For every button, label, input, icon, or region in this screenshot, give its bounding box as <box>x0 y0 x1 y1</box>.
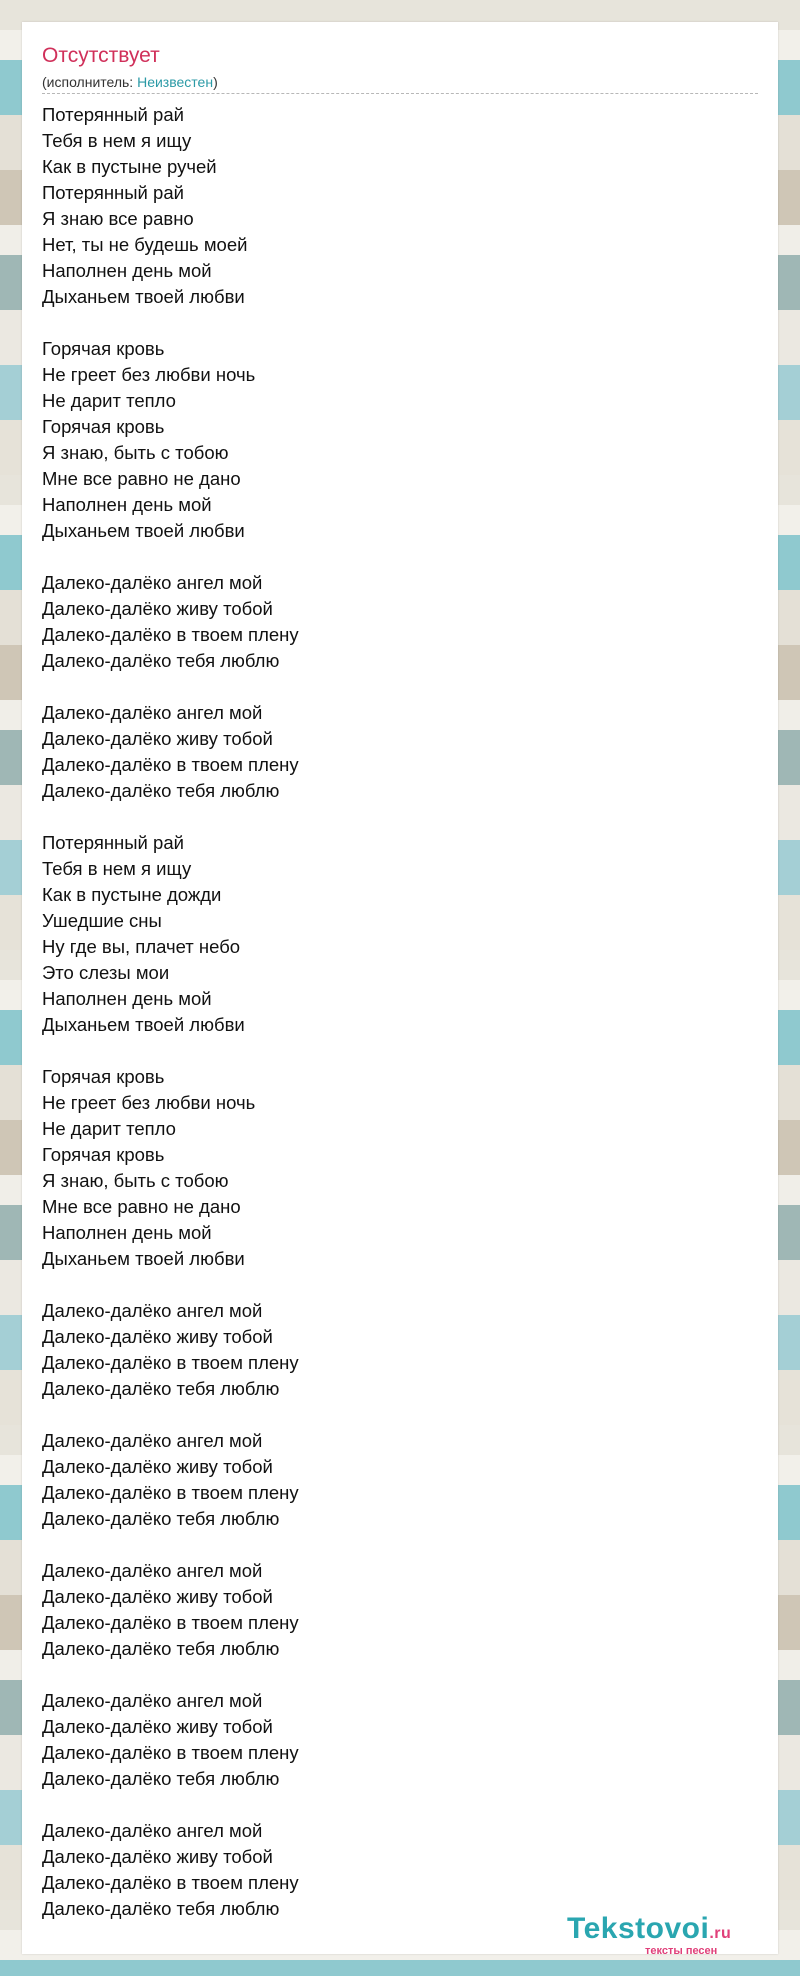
lyric-line: Я знаю, быть с тобою <box>42 442 229 463</box>
lyric-line: Далеко-далёко живу тобой <box>42 728 273 749</box>
logo-wordmark <box>567 1912 731 1946</box>
lyric-line: Не греет без любви ночь <box>42 364 256 385</box>
lyric-line: Тебя в нем я ищу <box>42 858 192 879</box>
lyric-line: Наполнен день мой <box>42 260 212 281</box>
lyric-line: Далеко-далёко в твоем плену <box>42 1872 299 1893</box>
logo-domain-suffix: .ru <box>709 1925 732 1942</box>
lyrics-card <box>22 22 778 1957</box>
lyric-line: Наполнен день мой <box>42 1222 212 1243</box>
lyric-line: Далеко-далёко ангел мой <box>42 702 263 723</box>
lyric-line: Далеко-далёко живу тобой <box>42 1716 273 1737</box>
lyric-line: Далеко-далёко тебя люблю <box>42 1508 280 1529</box>
artist-suffix: ) <box>213 74 218 90</box>
lyric-line: Далеко-далёко ангел мой <box>42 1560 263 1581</box>
site-logo[interactable] <box>567 1912 767 1957</box>
lyric-line: Дыханьем твоей любви <box>42 1014 245 1035</box>
lyric-line: Как в пустыне ручей <box>42 156 217 177</box>
lyric-line: Наполнен день мой <box>42 494 212 515</box>
stanza-gap <box>42 1272 299 1298</box>
lyric-line: Далеко-далёко ангел мой <box>42 1820 263 1841</box>
lyric-line: Далеко-далёко тебя люблю <box>42 1768 280 1789</box>
lyrics-text <box>42 102 299 1922</box>
lyric-line: Дыханьем твоей любви <box>42 1248 245 1269</box>
logo-tagline: тексты песен <box>645 1945 718 1957</box>
artist-link[interactable]: Неизвестен <box>137 74 214 90</box>
lyric-line: Потерянный рай <box>42 182 184 203</box>
lyric-line: Далеко-далёко в твоем плену <box>42 1612 299 1633</box>
lyric-line: Горячая кровь <box>42 416 165 437</box>
lyric-line: Мне все равно не дано <box>42 468 241 489</box>
artist-prefix: (исполнитель: <box>42 74 138 90</box>
lyric-line: Потерянный рай <box>42 832 184 853</box>
artist-line <box>42 74 218 90</box>
stanza-gap <box>42 1532 299 1558</box>
lyric-line: Тебя в нем я ищу <box>42 130 192 151</box>
lyric-line: Далеко-далёко тебя люблю <box>42 650 280 671</box>
lyric-line: Потерянный рай <box>42 104 184 125</box>
lyric-line: Далеко-далёко в твоем плену <box>42 754 299 775</box>
lyric-line: Далеко-далёко живу тобой <box>42 1326 273 1347</box>
lyric-line: Наполнен день мой <box>42 988 212 1009</box>
lyric-line: Ну где вы, плачет небо <box>42 936 241 957</box>
lyric-line: Не дарит тепло <box>42 1118 176 1139</box>
lyric-line: Далеко-далёко в твоем плену <box>42 1742 299 1763</box>
title-divider <box>42 93 758 94</box>
lyric-line: Нет, ты не будешь моей <box>42 234 248 255</box>
lyric-line: Далеко-далёко живу тобой <box>42 1586 273 1607</box>
lyric-line: Далеко-далёко тебя люблю <box>42 780 280 801</box>
stanza-gap <box>42 310 299 336</box>
lyric-line: Далеко-далёко ангел мой <box>42 1690 263 1711</box>
stanza-gap <box>42 804 299 830</box>
song-title: Отсутствует <box>42 44 160 67</box>
lyric-line: Я знаю все равно <box>42 208 194 229</box>
lyric-line: Далеко-далёко тебя люблю <box>42 1898 280 1919</box>
lyric-line: Далеко-далёко тебя люблю <box>42 1638 280 1659</box>
lyric-line: Это слезы мои <box>42 962 170 983</box>
lyric-line: Далеко-далёко ангел мой <box>42 1430 263 1451</box>
lyric-line: Горячая кровь <box>42 338 165 359</box>
lyric-line: Далеко-далёко живу тобой <box>42 1846 273 1867</box>
lyric-line: Горячая кровь <box>42 1066 165 1087</box>
stanza-gap <box>42 544 299 570</box>
lyric-line: Я знаю, быть с тобою <box>42 1170 229 1191</box>
lyric-line: Далеко-далёко живу тобой <box>42 1456 273 1477</box>
lyric-line: Далеко-далёко в твоем плену <box>42 1482 299 1503</box>
lyric-line: Как в пустыне дожди <box>42 884 222 905</box>
lyric-line: Не греет без любви ночь <box>42 1092 256 1113</box>
lyric-line: Дыханьем твоей любви <box>42 520 245 541</box>
lyric-line: Далеко-далёко в твоем плену <box>42 1352 299 1373</box>
lyric-line: Далеко-далёко в твоем плену <box>42 624 299 645</box>
lyric-line: Далеко-далёко живу тобой <box>42 598 273 619</box>
lyric-line: Горячая кровь <box>42 1144 165 1165</box>
stanza-gap <box>42 1402 299 1428</box>
stanza-gap <box>42 1662 299 1688</box>
lyric-line: Далеко-далёко ангел мой <box>42 572 263 593</box>
logo-main-text: Tekstovoi <box>567 1912 710 1945</box>
lyric-line: Далеко-далёко ангел мой <box>42 1300 263 1321</box>
stanza-gap <box>42 1792 299 1818</box>
lyric-line: Мне все равно не дано <box>42 1196 241 1217</box>
stanza-gap <box>42 674 299 700</box>
lyric-line: Далеко-далёко тебя люблю <box>42 1378 280 1399</box>
lyric-line: Ушедшие сны <box>42 910 162 931</box>
lyric-line: Дыханьем твоей любви <box>42 286 245 307</box>
lyric-line: Не дарит тепло <box>42 390 176 411</box>
stanza-gap <box>42 1038 299 1064</box>
